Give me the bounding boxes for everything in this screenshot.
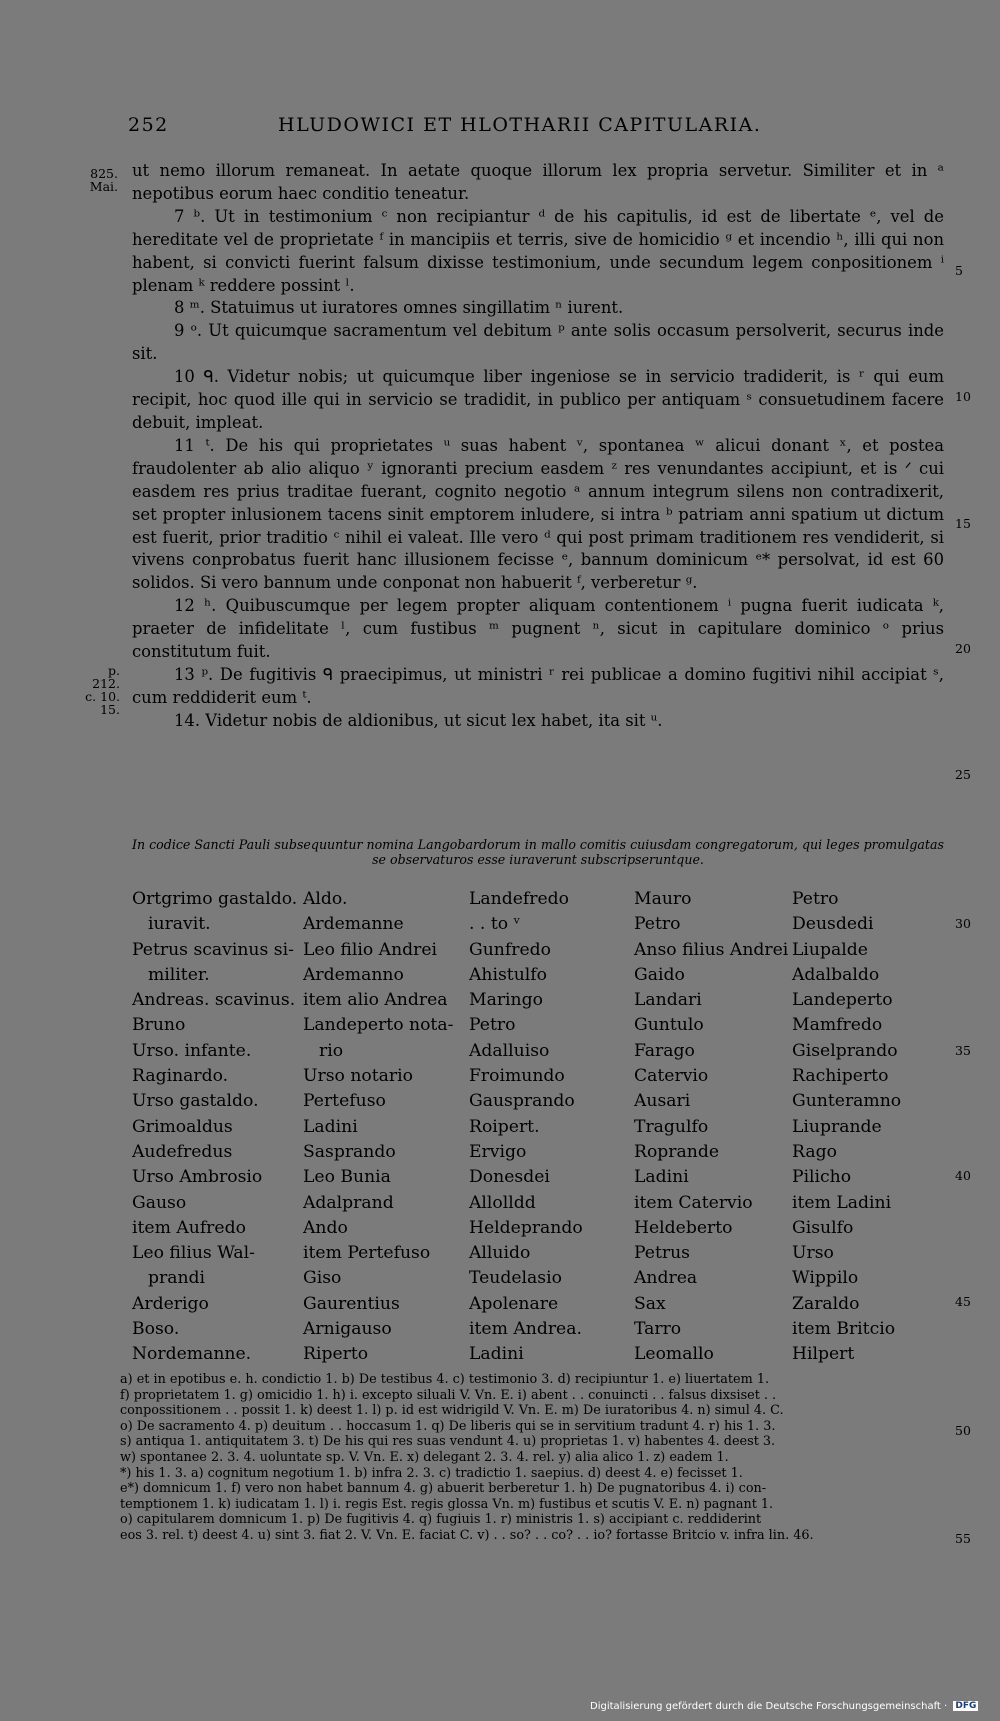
- name-entry: Leo filio Andrei: [303, 939, 438, 960]
- name-entry: Pertefuso: [303, 1091, 386, 1112]
- name-entry: Ardemanne: [303, 914, 404, 935]
- name-entry: Alluido: [469, 1243, 531, 1264]
- line-number: 50: [955, 1423, 971, 1438]
- name-entry: Guntulo: [634, 1015, 704, 1036]
- name-entry: militer.: [148, 964, 210, 985]
- name-entry: Landeperto nota-: [303, 1015, 454, 1036]
- margin-ref-chapter: c. 10.: [85, 689, 120, 704]
- name-entry: Gaido: [634, 964, 685, 985]
- name-entry: Tarro: [634, 1319, 682, 1340]
- name-entry: Urso gastaldo.: [132, 1091, 259, 1112]
- name-entry: Froimundo: [469, 1066, 565, 1087]
- name-entry: Rachiperto: [792, 1066, 889, 1087]
- name-entry: Liupalde: [792, 939, 868, 960]
- running-header: [128, 114, 828, 144]
- footnotes: [120, 1372, 944, 1544]
- paragraph: ut nemo illorum remaneat. In aetate quoque illorum lex propria servetur. Similiter et in ᵃ nepotibus eorum haec conditio teneatur.: [132, 161, 944, 203]
- footnote-line: conpossitionem . . possit 1. k) deest 1. l) p. id est widrigild V. Vn. E. m) De iuratoribus 4. n) simul 4. C.: [120, 1403, 784, 1419]
- name-entry: Petro: [469, 1015, 516, 1036]
- footnote-line: f) proprietatem 1. g) omicidio 1. h) i. excepto siluali V. Vn. E. i) abent . . conuincti . . falsus dixsiset . .: [120, 1387, 777, 1403]
- name-entry: Bruno: [132, 1015, 186, 1036]
- name-entry: prandi: [148, 1268, 206, 1289]
- name-entry: Wippilo: [792, 1268, 859, 1289]
- name-entry: Leo filius Wal-: [132, 1243, 255, 1264]
- name-entry: Petrus scavinus si-: [132, 939, 294, 960]
- footer-credit: [590, 1701, 995, 1717]
- margin-reference: [84, 664, 120, 716]
- name-entry: Gausprando: [469, 1091, 575, 1112]
- name-entry: item Catervio: [634, 1192, 753, 1213]
- margin-ref-line: 15.: [100, 702, 120, 717]
- name-entry: Catervio: [634, 1066, 709, 1087]
- line-number: 35: [955, 1043, 971, 1058]
- name-entry: Urso notario: [303, 1066, 413, 1087]
- name-entry: Tragulfo: [634, 1116, 709, 1137]
- name-entry: Giso: [303, 1268, 342, 1289]
- name-entry: Rago: [792, 1141, 837, 1162]
- names-column-2: [303, 887, 453, 1368]
- name-entry: Andrea: [634, 1268, 698, 1289]
- name-entry: Ladini: [634, 1167, 689, 1188]
- line-number: 45: [955, 1294, 971, 1309]
- name-entry: Pilicho: [792, 1167, 852, 1188]
- name-entry: Ladini: [303, 1116, 358, 1137]
- name-entry: Petrus: [634, 1243, 690, 1264]
- name-entry: Arnigauso: [303, 1319, 392, 1340]
- margin-date: [82, 167, 118, 193]
- name-entry: Gauso: [132, 1192, 187, 1213]
- name-entry: Anso filius Andrei: [634, 939, 789, 960]
- name-entry: Ardemanno: [303, 964, 404, 985]
- name-entry: Teudelasio: [469, 1268, 562, 1289]
- names-column-3: [469, 887, 583, 1368]
- name-entry: Gunfredo: [469, 939, 551, 960]
- name-entry: Roipert.: [469, 1116, 540, 1137]
- name-entry: Landeperto: [792, 990, 893, 1011]
- name-entry: Giselprando: [792, 1040, 898, 1061]
- name-entry: Adalprand: [303, 1192, 394, 1213]
- line-number: 40: [955, 1168, 971, 1183]
- name-entry: Deusdedi: [792, 914, 874, 935]
- name-entry: item Aufredo: [132, 1217, 246, 1238]
- name-entry: Gisulfo: [792, 1217, 854, 1238]
- line-number: 55: [955, 1531, 971, 1546]
- name-entry: Nordemanne.: [132, 1344, 252, 1365]
- margin-ref-page: p. 212.: [92, 663, 120, 691]
- line-number: 15: [955, 516, 971, 531]
- name-entry: Liuprande: [792, 1116, 882, 1137]
- paragraph-chapter-11: 11 ᵗ. De his qui proprietates ᵘ suas habent ᵛ, spontanea ʷ alicui donant ˣ, et postea fraudolenter ab alio aliquo ʸ ignoranti precium easdem ᶻ res venundantes accipiunt, et is ᐟ cui easdem res prius traditae fuerant, cognito negotio ᵃ annum integrum silens non contradixerit, set propter inlusionem tacens sinit emptorem inludere, si intra ᵇ patriam anni spatium ut dictum est fuerit, prior traditio ᶜ nihil ei valeat. Ille vero ᵈ qui post primam traditionem res vendiderit, si vivens conprobatus fuerit hanc illusionem fecisse ᵉ, bannum dominicum ᵉ* persolvat, id est 60 solidos. Si vero bannum unde conponat non habuerit ᶠ, verberetur ᵍ.: [132, 435, 944, 593]
- margin-year: 825.: [90, 166, 118, 181]
- footnote-line: *) his 1. 3. a) cognitum negotium 1. b) infra 2. 3. c) tradictio 1. saepius. d) deest 4. e) fecisset 1.: [120, 1465, 743, 1481]
- running-title: HLUDOWICI ET HLOTHARII CAPITULARIA.: [278, 114, 762, 136]
- name-entry: item Pertefuso: [303, 1243, 431, 1264]
- footnote-line: eos 3. rel. t) deest 4. u) sint 3. fiat 2. V. Vn. E. faciat C. v) . . so? . . co? . . io? fortasse Britcio v. infra lin. 46.: [120, 1527, 814, 1543]
- name-entry: Adalbaldo: [792, 964, 880, 985]
- name-entry: Aldo.: [303, 889, 348, 909]
- name-entry: Adalluiso: [469, 1040, 550, 1061]
- name-entry: Landefredo: [469, 889, 570, 909]
- name-entry: Urso Ambrosio: [132, 1167, 263, 1188]
- paragraph-chapter-9: 9 ᵒ. Ut quicumque sacramentum vel debitum ᵖ ante solis occasum persolverit, securus inde sit.: [132, 321, 944, 364]
- name-entry: Petro: [634, 914, 681, 935]
- footer-text: Digitalisierung gefördert durch die Deutsche Forschungsgemeinschaft ·: [590, 1701, 948, 1712]
- name-entry: Sasprando: [303, 1141, 396, 1162]
- name-entry: Ando: [303, 1217, 348, 1238]
- paragraph-chapter-8: 8 ᵐ. Statuimus ut iuratores omnes singillatim ⁿ iurent.: [174, 298, 624, 318]
- name-entry: Heldeberto: [634, 1217, 733, 1238]
- name-entry: Urso. infante.: [132, 1040, 252, 1061]
- name-entry: Hilpert: [792, 1344, 855, 1365]
- name-entry: . . to ᵛ: [469, 914, 520, 935]
- name-entry: Gaurentius: [303, 1293, 400, 1314]
- name-entry: Gunteramno: [792, 1091, 902, 1112]
- name-entry: Raginardo.: [132, 1066, 229, 1087]
- name-entry: Roprande: [634, 1141, 719, 1162]
- line-number: 30: [955, 916, 971, 931]
- footnote-line: o) capitularem domnicum 1. p) De fugitivis 4. q) fugiuis 1. r) ministris 1. s) accipiant c. reddiderint: [120, 1512, 762, 1528]
- name-entry: Heldeprando: [469, 1217, 583, 1238]
- name-entry: Urso: [792, 1243, 834, 1264]
- names-column-5: [792, 887, 901, 1368]
- name-entry: item alio Andrea: [303, 990, 448, 1011]
- name-entry: Apolenare: [469, 1293, 559, 1314]
- name-entry: item Ladini: [792, 1192, 892, 1213]
- name-entry: rio: [319, 1040, 344, 1061]
- name-entry: item Britcio: [792, 1319, 896, 1340]
- paragraph-chapter-7: 7 ᵇ. Ut in testimonium ᶜ non recipiantur ᵈ de his capitulis, id est de libertate ᵉ, vel de hereditate vel de proprietate ᶠ in mancipiis et terris, sive de homicidio ᵍ et incendio ʰ, illi qui non habent, si convicti fuerint falsum dixisse testimonium, unde secundum legem conpositionem ⁱ plenam ᵏ reddere possint ˡ.: [132, 206, 944, 295]
- name-entry: Donesdei: [469, 1167, 550, 1188]
- footnote-line: o) De sacramento 4. p) deuitum . . hoccasum 1. q) De liberis qui se in servitium tradunt 4. r) his 1. 3.: [120, 1418, 776, 1434]
- line-number: 5: [955, 263, 963, 278]
- editorial-note: In codice Sancti Pauli subsequuntur nomina Langobardorum in mallo comitis cuiusdam congregatorum, qui leges promulgatas se observaturos esse iuraverunt subscripseruntque.: [132, 837, 944, 867]
- footnote-line: s) antiqua 1. antiquitatem 3. t) De his qui res suas vendunt 4. u) proprietas 1. v) habentes 4. deest 3.: [120, 1434, 776, 1450]
- name-entry: Petro: [792, 889, 839, 909]
- name-entry: Audefredus: [132, 1141, 233, 1162]
- name-entry: Farago: [634, 1040, 695, 1061]
- line-number: 20: [955, 641, 971, 656]
- name-entry: Maringo: [469, 990, 543, 1011]
- paragraph-chapter-14: 14. Videtur nobis de aldionibus, ut sicut lex habet, ita sit ᵘ.: [174, 710, 663, 730]
- footnote-line: temptionem 1. k) iudicatam 1. l) i. regis Est. regis glossa Vn. m) fustibus et scutis V. E. n) pagnant 1.: [120, 1496, 774, 1512]
- name-entry: Andreas. scavinus.: [132, 990, 296, 1011]
- footnote-line: w) spontanee 2. 3. 4. uoluntate sp. V. Vn. E. x) delegant 2. 3. 4. rel. y) alia alico 1. z) eadem 1.: [120, 1449, 729, 1465]
- main-text: [132, 160, 944, 733]
- name-entry: Ortgrimo gastaldo.: [132, 889, 298, 909]
- name-entry: Ladini: [469, 1344, 524, 1365]
- name-entry: Boso.: [132, 1319, 180, 1340]
- line-number: 10: [955, 389, 971, 404]
- name-entry: Mamfredo: [792, 1015, 883, 1036]
- name-entry: Leo Bunia: [303, 1167, 391, 1188]
- name-entry: iuravit.: [148, 914, 211, 935]
- page-number: 252: [128, 114, 169, 136]
- dfg-logo: DFG: [955, 1701, 977, 1711]
- name-entry: Mauro: [634, 889, 692, 909]
- names-column-4: [634, 887, 788, 1368]
- name-entry: Leomallo: [634, 1344, 714, 1365]
- margin-month: Mai.: [89, 179, 118, 194]
- name-entry: Zaraldo: [792, 1293, 860, 1314]
- name-entry: Ervigo: [469, 1141, 527, 1162]
- name-entry: Allolldd: [469, 1192, 536, 1213]
- names-column-1: [132, 887, 297, 1368]
- paragraph-chapter-12: 12 ʰ. Quibuscumque per legem propter aliquam contentionem ⁱ pugna fuerit iudicata ᵏ, praeter de infidelitate ˡ, cum fustibus ᵐ pugnent ⁿ, sicut in capitulare dominico ᵒ prius constitutum fuit.: [132, 596, 944, 662]
- name-entry: Riperto: [303, 1344, 369, 1365]
- footnote-line: a) et in epotibus e. h. condictio 1. b) De testibus 4. c) testimonio 3. d) recipiuntur 1. e) liuertatem 1.: [120, 1372, 770, 1387]
- name-entry: Arderigo: [132, 1293, 209, 1314]
- name-entry: Ahistulfo: [469, 964, 547, 985]
- name-entry: item Andrea.: [469, 1319, 582, 1340]
- name-entry: Landari: [634, 990, 702, 1011]
- footnote-line: e*) domnicum 1. f) vero non habet bannum 4. g) abuerit berberetur 1. h) De pugnatoribus 4. i) con-: [120, 1481, 767, 1497]
- paragraph-chapter-13: 13 ᵖ. De fugitivis ᑫ praecipimus, ut ministri ʳ rei publicae a domino fugitivi nihil accipiat ˢ, cum reddiderit eum ᵗ.: [132, 664, 944, 707]
- name-entry: Sax: [634, 1293, 666, 1314]
- name-entry: Ausari: [634, 1091, 691, 1112]
- line-number: 25: [955, 767, 971, 782]
- name-entry: Grimoaldus: [132, 1116, 233, 1137]
- paragraph-chapter-10: 10 ᑫ. Videtur nobis; ut quicumque liber ingeniose se in servicio tradiderit, is ʳ qui eum recipit, hoc quod ille qui in servicio se tradidit, in publico per antiquam ˢ consuetudinem facere debuit, impleat.: [132, 367, 944, 432]
